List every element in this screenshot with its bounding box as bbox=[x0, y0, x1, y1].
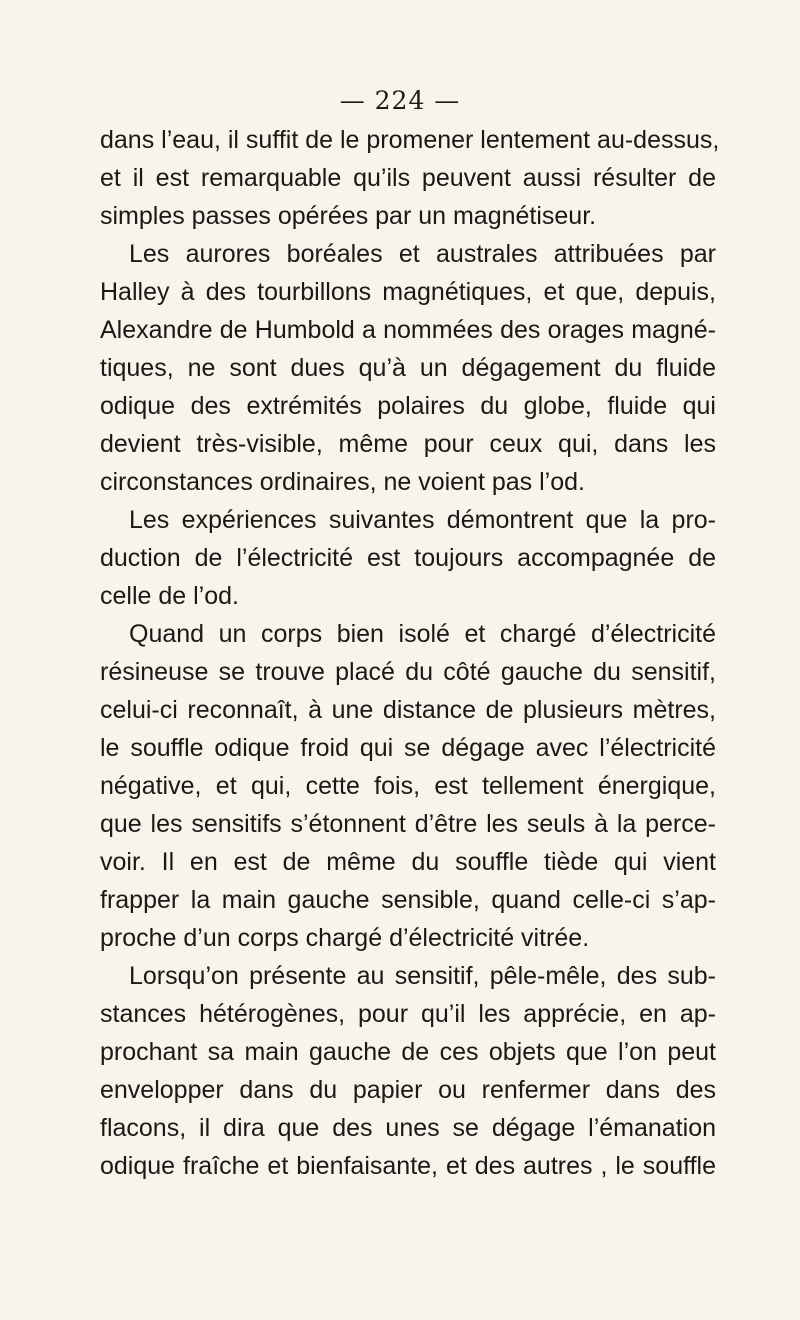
text-line: tiques, ne sont dues qu’à un dégagement du fluide bbox=[100, 354, 716, 382]
text-line: le souffle odique froid qui se dégage avec l’électricité bbox=[100, 734, 716, 762]
text-line: dans l’eau, il suffit de le promener lentement au-dessus, bbox=[100, 126, 720, 154]
text-line: Quand un corps bien isolé et chargé d’électricité bbox=[129, 620, 716, 648]
text-line: Les expériences suivantes démontrent que la pro- bbox=[129, 506, 716, 534]
text-line: devient très-visible, même pour ceux qui, dans les bbox=[100, 430, 716, 458]
text-line: Lorsqu’on présente au sensitif, pêle-mêle, des sub- bbox=[129, 962, 716, 990]
text-line: duction de l’électricité est toujours accompagnée de bbox=[100, 544, 716, 572]
text-line: odique fraîche et bienfaisante, et des autres , le souffle bbox=[100, 1152, 716, 1180]
text-line: envelopper dans du papier ou renfermer dans des bbox=[100, 1076, 716, 1104]
text-line: simples passes opérées par un magnétiseur. bbox=[100, 202, 597, 230]
text-line: résineuse se trouve placé du côté gauche du sensitif, bbox=[100, 658, 716, 686]
text-line: odique des extrémités polaires du globe, fluide qui bbox=[100, 392, 716, 420]
page-number: — 224 — bbox=[339, 86, 461, 115]
text-line: frapper la main gauche sensible, quand celle-ci s’ap- bbox=[100, 886, 716, 914]
body-text bbox=[100, 121, 720, 1185]
text-line: flacons, il dira que des unes se dégage l’émanation bbox=[100, 1114, 716, 1142]
text-line: celui-ci reconnaît, à une distance de plusieurs mètres, bbox=[100, 696, 716, 724]
text-line: voir. Il en est de même du souffle tiède qui vient bbox=[100, 848, 716, 876]
text-line: négative, et qui, cette fois, est tellement énergique, bbox=[100, 772, 716, 800]
text-line: que les sensitifs s’étonnent d’être les seuls à la perce- bbox=[100, 810, 716, 838]
text-line: stances hétérogènes, pour qu’il les apprécie, en ap- bbox=[100, 1000, 716, 1028]
text-line: circonstances ordinaires, ne voient pas l’od. bbox=[100, 468, 585, 496]
text-line: celle de l’od. bbox=[100, 582, 239, 610]
text-line: prochant sa main gauche de ces objets que l’on peut bbox=[100, 1038, 716, 1066]
text-line: Halley à des tourbillons magnétiques, et que, depuis, bbox=[100, 278, 716, 306]
text-line: Alexandre de Humbold a nommées des orages magné- bbox=[100, 316, 716, 344]
text-line: Les aurores boréales et australes attribuées par bbox=[129, 240, 716, 268]
text-line: et il est remarquable qu’ils peuvent aussi résulter de bbox=[100, 164, 716, 192]
text-line: proche d’un corps chargé d’électricité vitrée. bbox=[100, 924, 590, 952]
